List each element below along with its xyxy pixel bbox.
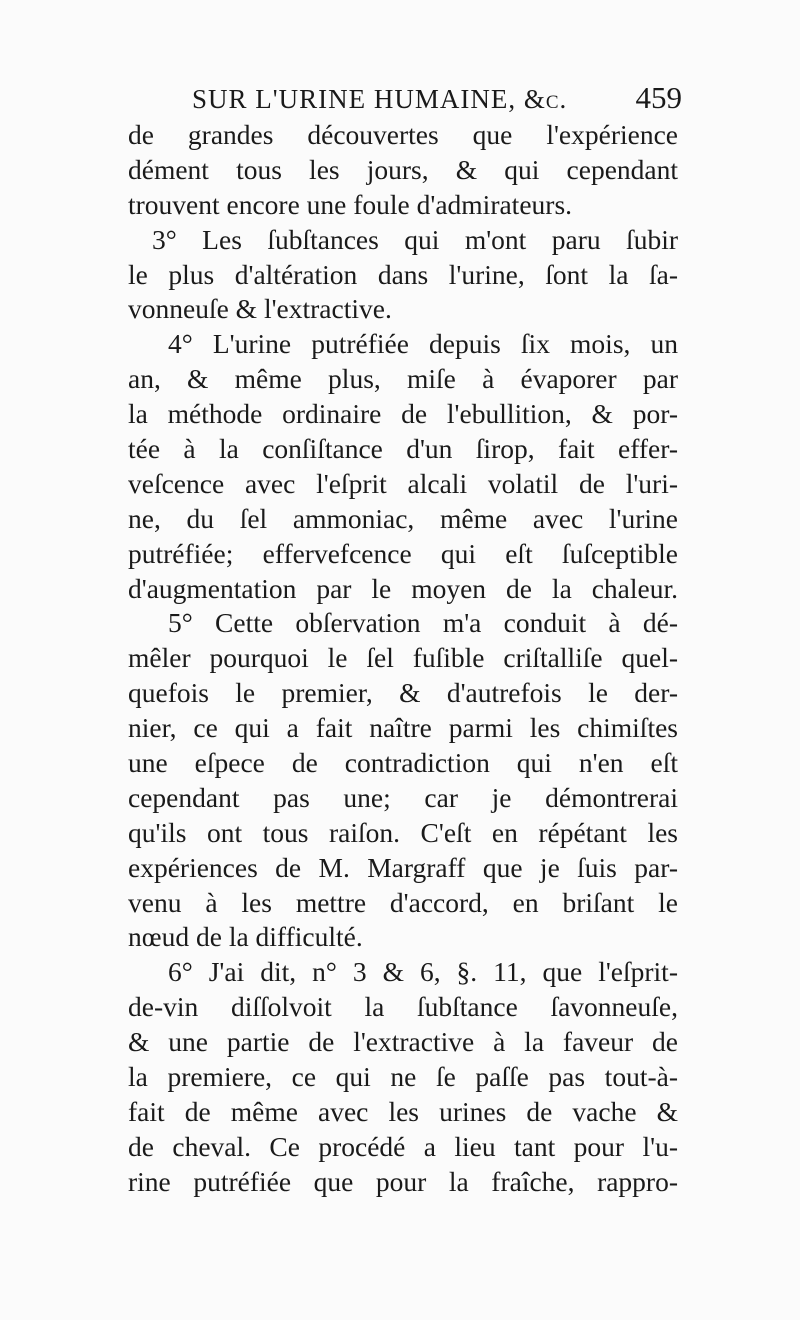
text-line: rine putréfiée que pour la fraîche, rappro-: [128, 1165, 678, 1197]
text-line: fait de même avec les urines de vache &: [128, 1095, 678, 1127]
text-line: nier, ce qui a fait naître parmi les chimiſtes: [128, 712, 678, 744]
text-line: d'augmentation par le moyen de la chaleur.: [128, 572, 678, 604]
text-line: ne, du ſel ammoniac, même avec l'urine: [128, 502, 678, 534]
page-number: 459: [635, 80, 682, 115]
text-line: venu à les mettre d'accord, en briſant le: [128, 886, 678, 918]
text-line: an, & même plus, miſe à évaporer par: [128, 363, 678, 395]
running-head: [192, 80, 682, 120]
text-line: qu'ils ont tous raiſon. C'eſt en répétant les: [128, 816, 678, 848]
paragraph-6-start: 6° J'ai dit, n° 3 & 6, §. 11, que l'eſprit-: [168, 956, 678, 988]
text-line: tée à la conſiſtance d'un ſirop, fait effer-: [128, 433, 678, 465]
text-line: mêler pourquoi le ſel fuſible criſtalliſe quel-: [128, 642, 678, 674]
text-line: quefois le premier, & d'autrefois le der-: [128, 677, 678, 709]
text-line: dément tous les jours, & qui cependant: [128, 153, 678, 185]
text-line: & une partie de l'extractive à la faveur de: [128, 1026, 678, 1058]
text-line: de grandes découvertes que l'expérience: [128, 119, 678, 150]
text-line: trouvent encore une foule d'admirateurs.: [128, 188, 573, 220]
text-line: une eſpece de contradiction qui n'en eſt: [128, 747, 678, 779]
text-line: le plus d'altération dans l'urine, ſont la ſa-: [128, 258, 678, 290]
paragraph-5-start: 5° Cette obſervation m'a conduit à dé-: [168, 607, 678, 639]
text-line: nœud de la difficulté.: [128, 921, 363, 953]
text-line: de-vin diſſolvoit la ſubſtance ſavonneuſe,: [128, 991, 678, 1023]
text-line: de cheval. Ce procédé a lieu tant pour l'u-: [128, 1130, 678, 1162]
paragraph-4-start: 4° L'urine putréfiée depuis ſix mois, un: [168, 328, 678, 360]
paragraph-3-start: 3° Les ſubſtances qui m'ont paru ſubir: [152, 223, 678, 255]
text-line: putréfiée; effervefcence qui eſt ſuſceptible: [128, 537, 678, 569]
text-line: la premiere, ce qui ne ſe paſſe pas tout-à-: [128, 1061, 678, 1093]
running-title: SUR L'URINE HUMAINE, &c.: [192, 84, 568, 114]
body-text: [128, 118, 678, 1200]
text-line: cependant pas une; car je démontrerai: [128, 781, 678, 813]
text-line: la méthode ordinaire de l'ebullition, & por-: [128, 398, 678, 430]
text-line: veſcence avec l'eſprit alcali volatil de l'uri-: [128, 467, 678, 499]
text-line: expériences de M. Margraff que je ſuis par-: [128, 851, 678, 883]
text-line: vonneuſe & l'extractive.: [128, 293, 392, 325]
